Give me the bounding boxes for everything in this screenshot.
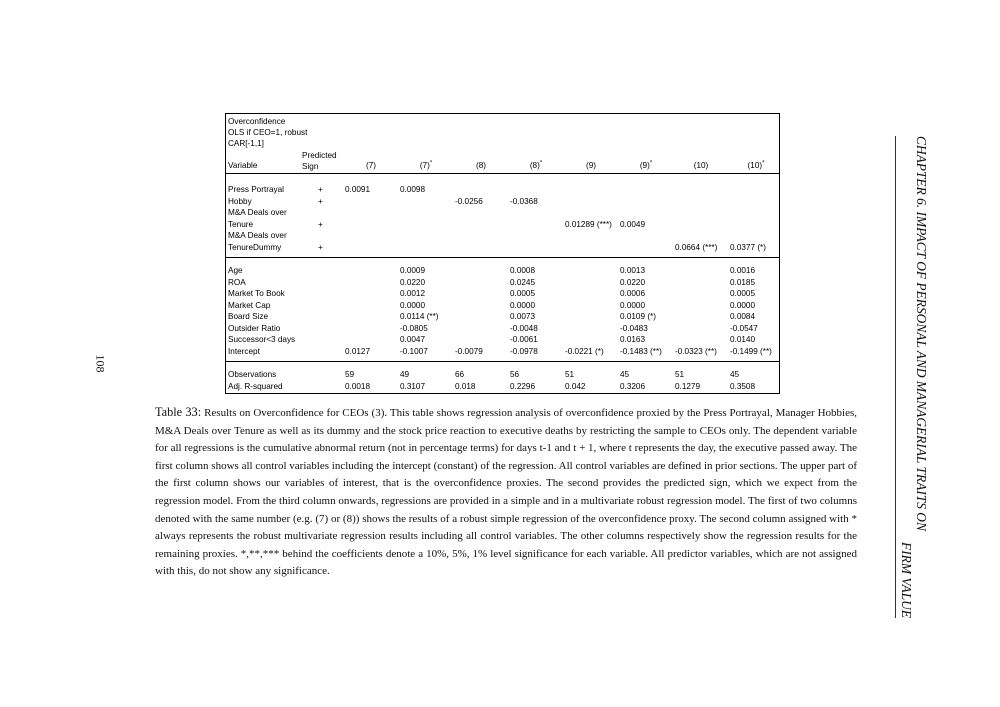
caption-label: Table 33: — [155, 405, 202, 419]
cell: 0.0013 — [620, 266, 646, 275]
column-header: (8) — [475, 161, 486, 170]
running-header — [895, 136, 929, 618]
row-label: Adj. R-squared — [228, 381, 283, 391]
caption-text: Results on Overconfidence for CEOs (3). This table shows regression analysis of overconfidence proxied by the Press Portrayal, Manager Hobbies, M&A Deals over Tenure as well as its dummy and the stock price reaction to executive deaths by restricting the sample to CEOs only. The dependent variable for all regressions is the cumulative abnormal return (not in percentage terms) for days t-1 and t + 1, where t represents the day, the executive passed away. The first column shows all control variables including the intercept (constant) of the regression. All control variables are defined in prior sections. The upper part of the first column shows our variables of interest, that is the overconfidence proxies. The second provides the predicted sign, which we expect from the regression model. From the third column onwards, regressions are provided in a simple and in a multivariate robust regression model. The first of two columns denoted with the same number (e.g. (7) or (8)) shows the results of a robust simple regression of the overconfidence proxy. The second column assigned with * always represents the robust multivariate regression results including all control variables. The other columns respectively show the regression results for the remaining proxies. *,**,*** behind the coefficients denote a 10%, 5%, 1% level significance for each variable. All predictor variables, which are not assigned with this, do not show any significance. — [155, 407, 858, 578]
cell: 51 — [675, 370, 685, 379]
cell: 0.0073 — [510, 312, 536, 321]
cell: -0.0048 — [510, 323, 538, 333]
cell: -0.0221 (*) — [565, 346, 604, 356]
table-row — [226, 370, 779, 382]
cell: 0.0016 — [730, 266, 756, 275]
cell: 51 — [565, 370, 575, 379]
cell: 0.0664 (***) — [675, 242, 718, 252]
column-header: (9) — [585, 161, 596, 170]
cell: 59 — [345, 370, 355, 379]
table-row — [226, 312, 779, 324]
cell: 0.0140 — [730, 335, 756, 344]
table-title-line: Overconfidence — [228, 117, 286, 126]
cell: 45 — [730, 370, 740, 379]
row-label: Observations — [228, 370, 277, 379]
cell: 0.0127 — [345, 346, 371, 356]
cell: 0.0163 — [620, 335, 646, 344]
predicted-header-line: Predicted — [302, 151, 337, 160]
table-title-line: OLS if CEO=1, robust — [228, 128, 308, 137]
cell: 0.3107 — [400, 381, 426, 391]
cell: 0.0005 — [510, 289, 536, 298]
row-sign: + — [318, 242, 323, 252]
table-row — [226, 382, 779, 394]
cell: -0.0256 — [455, 196, 483, 206]
page-number: 108 — [93, 354, 108, 373]
table-row — [226, 266, 779, 278]
cell: -0.0323 (**) — [675, 346, 717, 356]
table-row — [226, 289, 779, 301]
row-label: Intercept — [228, 346, 260, 356]
cell: 0.0049 — [620, 219, 646, 229]
cell: 0.018 — [455, 381, 476, 391]
row-sign: + — [318, 219, 323, 229]
section-rule — [226, 257, 779, 258]
cell: 0.0098 — [400, 185, 426, 194]
cell: -0.0978 — [510, 346, 538, 356]
row-label: Market To Book — [228, 289, 285, 298]
cell: 0.0091 — [345, 185, 371, 194]
table-row — [226, 220, 779, 232]
cell: -0.1499 (**) — [730, 346, 772, 356]
row-label: Board Size — [228, 312, 269, 321]
row-label: ROA — [228, 277, 246, 287]
regression-table — [225, 113, 780, 394]
cell: 56 — [510, 370, 520, 379]
header-rule — [226, 173, 779, 174]
column-header: (10)* — [747, 160, 765, 170]
table-row — [226, 301, 779, 313]
column-header: (10) — [693, 161, 709, 170]
table-row — [226, 347, 779, 359]
cell: 0.0220 — [620, 277, 646, 287]
cell: 45 — [620, 370, 630, 379]
cell: 0.0018 — [345, 381, 371, 391]
row-label: Outsider Ratio — [228, 323, 281, 333]
cell: -0.1483 (**) — [620, 346, 662, 356]
row-label: Hobby — [228, 196, 252, 206]
predicted-sign-header — [302, 150, 337, 172]
sign-header-line: Sign — [302, 162, 319, 171]
cell: 0.0245 — [510, 277, 536, 287]
cell: 0.0008 — [510, 266, 536, 275]
table-row — [226, 243, 779, 255]
column-header: (9)* — [639, 160, 653, 170]
cell: 0.0000 — [400, 300, 426, 310]
cell: 0.0084 — [730, 312, 756, 321]
running-header-line-1: CHAPTER 6. IMPACT OF PERSONAL AND MANAGERIAL TRAITS ON — [914, 136, 929, 531]
row-label: Press Portrayal — [228, 185, 284, 194]
row-label: M&A Deals over — [228, 231, 287, 240]
cell: 0.1279 — [675, 381, 701, 391]
table-row — [226, 197, 779, 209]
cell: 0.3508 — [730, 381, 756, 391]
cell: 0.0377 (*) — [730, 242, 766, 252]
row-label: Successor<3 days — [228, 335, 296, 344]
cell: -0.0079 — [455, 346, 483, 356]
cell: 0.0220 — [400, 277, 426, 287]
table-row — [226, 185, 779, 197]
cell: 0.0000 — [510, 300, 536, 310]
table-row — [226, 335, 779, 347]
table-row — [226, 208, 779, 220]
variable-header: Variable — [228, 161, 258, 170]
cell: 0.0109 (*) — [620, 312, 656, 321]
section-rule — [226, 361, 779, 362]
cell: 0.3206 — [620, 381, 646, 391]
cell: 0.042 — [565, 381, 586, 391]
cell: 0.0000 — [620, 300, 646, 310]
row-sign: + — [318, 185, 323, 194]
cell: 0.0047 — [400, 335, 426, 344]
cell: 0.0012 — [400, 289, 426, 298]
row-label: Age — [228, 266, 243, 275]
cell: 0.0000 — [730, 300, 756, 310]
cell: -0.0368 — [510, 196, 538, 206]
cell: 66 — [455, 370, 465, 379]
row-label: M&A Deals over — [228, 208, 287, 217]
table-row — [226, 278, 779, 290]
row-label: Market Cap — [228, 300, 271, 310]
cell: -0.0805 — [400, 323, 428, 333]
table-caption — [155, 404, 857, 581]
row-label: Tenure — [228, 219, 254, 229]
cell: -0.0547 — [730, 323, 758, 333]
running-header-line-2: FIRM VALUE — [899, 542, 914, 618]
cell: 0.0009 — [400, 266, 426, 275]
cell: -0.1007 — [400, 346, 428, 356]
table-title-line: CAR[-1,1] — [228, 139, 264, 148]
column-header: (7)* — [419, 160, 433, 170]
cell: -0.0061 — [510, 335, 538, 344]
table-row — [226, 231, 779, 243]
cell: 0.01289 (***) — [565, 219, 612, 229]
table-row — [226, 324, 779, 336]
cell: 0.0006 — [620, 289, 646, 298]
row-sign: + — [318, 196, 323, 206]
cell: 0.0185 — [730, 277, 756, 287]
cell: 0.0114 (**) — [400, 312, 439, 321]
row-label: TenureDummy — [228, 242, 282, 252]
column-header: (7) — [365, 161, 376, 170]
cell: 49 — [400, 370, 410, 379]
cell: 0.0005 — [730, 289, 756, 298]
cell: 0.2296 — [510, 381, 536, 391]
column-header: (8)* — [529, 160, 543, 170]
cell: -0.0483 — [620, 323, 648, 333]
